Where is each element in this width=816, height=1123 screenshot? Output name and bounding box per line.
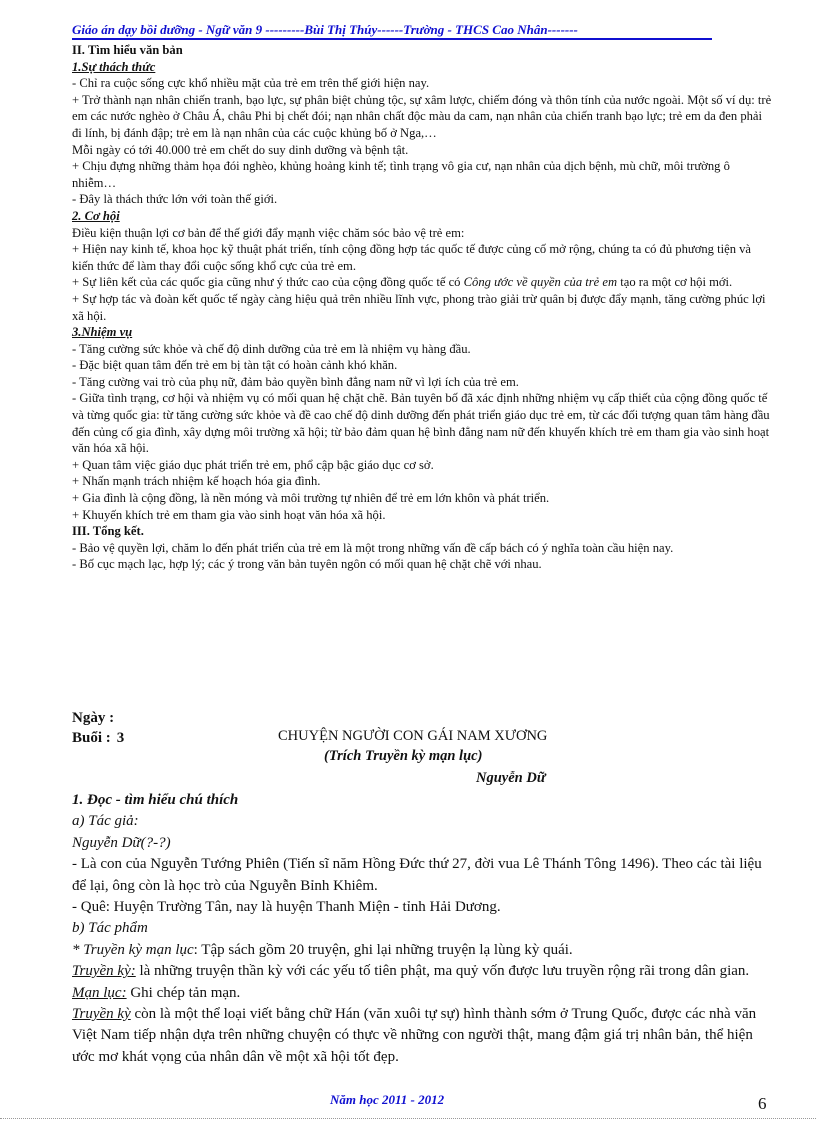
paragraph: - Quê: Huyện Trường Tân, nay là huyện Thanh Miện - tỉnh Hải Dương. — [72, 899, 501, 916]
paragraph: - Là con của Nguyễn Tướng Phiên (Tiến sĩ năm Hồng Đức thứ 27, đời vua Lê Thánh Tông 1496). Theo các tài liệu để lại, ông còn là học trò của Nguyễn Bỉnh Khiêm. — [72, 856, 762, 894]
analysis-section — [72, 42, 772, 573]
page-footer: Năm học 2011 - 2012 — [330, 1092, 445, 1107]
page-header: Giáo án dạy bồi dưỡng - Ngữ văn 9 ---------Bùi Thị Thúy------Trường - THCS Cao Nhân------- — [72, 22, 712, 40]
subsection-title: 3.Nhiệm vụ — [72, 325, 133, 340]
subsection-title: a) Tác giả: — [72, 813, 139, 830]
paragraph: - Bố cục mạch lạc, hợp lý; các ý trong văn bản tuyên ngôn có mối quan hệ chặt chẽ với nhau. — [72, 557, 542, 572]
section-heading-text: 1. Đọc - tìm hiểu chú thích — [72, 792, 239, 808]
session-text: Buổi : — [72, 730, 111, 746]
paragraph: - Tăng cường vai trò của phụ nữ, đảm bảo quyền bình đẳng nam nữ vì lợi ích của trẻ em. — [72, 374, 519, 389]
lesson-author: Nguyễn Dữ — [476, 770, 546, 786]
term: * Truyền kỳ mạn lục — [72, 941, 194, 958]
lesson-title: CHUYỆN NGƯỜI CON GÁI NAM XƯƠNG — [278, 728, 548, 744]
paragraph: + Quan tâm việc giáo dục phát triển trẻ em, phổ cập bậc giáo dục cơ sở. — [72, 457, 434, 472]
text-run: + Sự liên kết của các quốc gia cũng như ý thức cao của cộng đồng quốc tế có — [72, 275, 464, 290]
text-run: : Tập sách gồm 20 truyện, ghi lại những truyện lạ lùng kỳ quái. — [193, 941, 573, 958]
paragraph — [72, 961, 778, 982]
session-label — [72, 730, 124, 747]
paragraph: Điều kiện thuận lợi cơ bản để thế giới đẩy mạnh việc chăm sóc bảo vệ trẻ em: — [72, 225, 465, 240]
paragraph: - Đặc biệt quan tâm đến trẻ em bị tàn tật có hoàn cảnh khó khăn. — [72, 358, 398, 373]
paragraph: + Chịu đựng những thảm họa đói nghèo, khủng hoảng kinh tế; tình trạng vô gia cư, nạn nhân của dịch bệnh, mù chữ, môi trường ô nhiễm… — [72, 159, 730, 190]
text-run: Ghi chép tản mạn. — [126, 984, 241, 1001]
paragraph — [72, 274, 772, 291]
paragraph — [72, 940, 778, 961]
paragraph: - Chỉ ra cuộc sống cực khổ nhiều mặt của trẻ em trên thế giới hiện nay. — [72, 76, 430, 91]
paragraph: - Đây là thách thức lớn với toàn thế giới. — [72, 192, 278, 207]
paragraph: + Khuyến khích trẻ em tham gia vào sinh hoạt văn hóa xã hội. — [72, 507, 386, 522]
author-name: Nguyễn Dữ(?-?) — [72, 834, 171, 851]
text-run: còn là một thể loại viết bằng chữ Hán (văn xuôi tự sự) hình thành sớm ở Trung Quốc, được các nhà văn Việt Nam tiếp nhận dựa trên những chuyện có thực về những con người thật, mang đậm giá trị nhân bản, thể hiện ước mơ khát vọng của nhân dân về một xã hội tốt đẹp. — [72, 1006, 757, 1065]
paragraph: + Sự hợp tác và đoàn kết quốc tế ngày càng hiệu quả trên nhiều lĩnh vực, phong trào giải trừ quân bị được đẩy mạnh, tăng cường phúc lợi xã hội. — [72, 291, 766, 323]
term: Mạn lục: — [72, 984, 127, 1001]
paragraph: + Nhấn mạnh trách nhiệm kế hoạch hóa gia đình. — [72, 474, 321, 489]
paragraph — [72, 983, 778, 1004]
paragraph: - Bảo vệ quyền lợi, chăm lo đến phát triển của trẻ em là một trong những vấn đề cấp bách có ý nghĩa toàn cầu hiện nay. — [72, 540, 674, 555]
term: Truyền kỳ: — [72, 963, 136, 980]
subsection-title: 2. Cơ hội — [72, 208, 120, 223]
footer-divider — [0, 1118, 816, 1119]
convention-name: Công ước về quyền của trẻ em — [463, 275, 618, 290]
paragraph: Mỗi ngày có tới 40.000 trẻ em chết do suy dinh dưỡng và bệnh tật. — [72, 142, 409, 157]
term: Truyền kỳ — [72, 1006, 131, 1023]
paragraph — [72, 1004, 778, 1068]
subsection-title: b) Tác phẩm — [72, 920, 148, 937]
paragraph: - Giữa tình trạng, cơ hội và nhiệm vụ có mối quan hệ chặt chẽ. Bản tuyên bố đã xác định những nhiệm vụ cấp thiết của cộng đồng quốc tế và từng quốc gia: từ tăng cường sức khỏe và đề cao chế độ dinh dưỡng đến phát triển giáo dục trẻ em, từ các đối tượng quan tâm hàng đầu đến củng cố gia đình, xây dựng môi trường xã hội; từ bảo đảm quan hệ bình đẳng nam nữ đến khuyến khích trẻ em tham gia vào sinh hoạt văn hóa xã hội. — [72, 391, 770, 456]
paragraph: + Trở thành nạn nhân chiến tranh, bạo lực, sự phân biệt chủng tộc, sự xâm lược, chiếm đóng và thôn tính của nước ngoài. Một số ví dụ: trẻ em các nước nghèo ở Châu Á, châu Phi bị chết đói; nạn nhân chất độc màu da cam, nạn nhân của chiến tranh bạo lực; trẻ em da đen phải đi lính, bị đánh đập; trẻ em là nạn nhân của các cuộc khủng bố ở Nga,… — [72, 92, 772, 140]
text-run: tạo ra một cơ hội mới. — [617, 275, 733, 290]
page-number: 6 — [758, 1094, 767, 1113]
paragraph: - Tăng cường sức khỏe và chế độ dinh dưỡng của trẻ em là nhiệm vụ hàng đầu. — [72, 341, 471, 356]
date-label: Ngày : — [72, 710, 115, 726]
paragraph: + Hiện nay kinh tế, khoa học kỹ thuật phát triển, tính cộng đồng hợp tác quốc tế được củng cố mở rộng, chúng ta có đủ phương tiện và kiến thức để làm thay đổi cuộc sống khổ cực của trẻ em. — [72, 242, 752, 273]
text-run: là những truyện thần kỳ với các yếu tố tiên phật, ma quỷ vốn được lưu truyền rộng rãi trong dân gian. — [135, 963, 750, 980]
section-heading: II. Tìm hiểu văn bản — [72, 43, 183, 57]
subsection-title: 1.Sự thách thức — [72, 59, 156, 74]
reading-section — [72, 790, 778, 1068]
paragraph: + Gia đình là cộng đồng, là nền móng và môi trường tự nhiên để trẻ em lớn khôn và phát triển. — [72, 491, 550, 506]
section-heading: III. Tổng kết. — [72, 524, 144, 539]
session-number: 3 — [116, 730, 125, 746]
section-heading — [72, 790, 778, 811]
lesson-subtitle: (Trích Truyền kỳ mạn lục) — [324, 748, 483, 764]
